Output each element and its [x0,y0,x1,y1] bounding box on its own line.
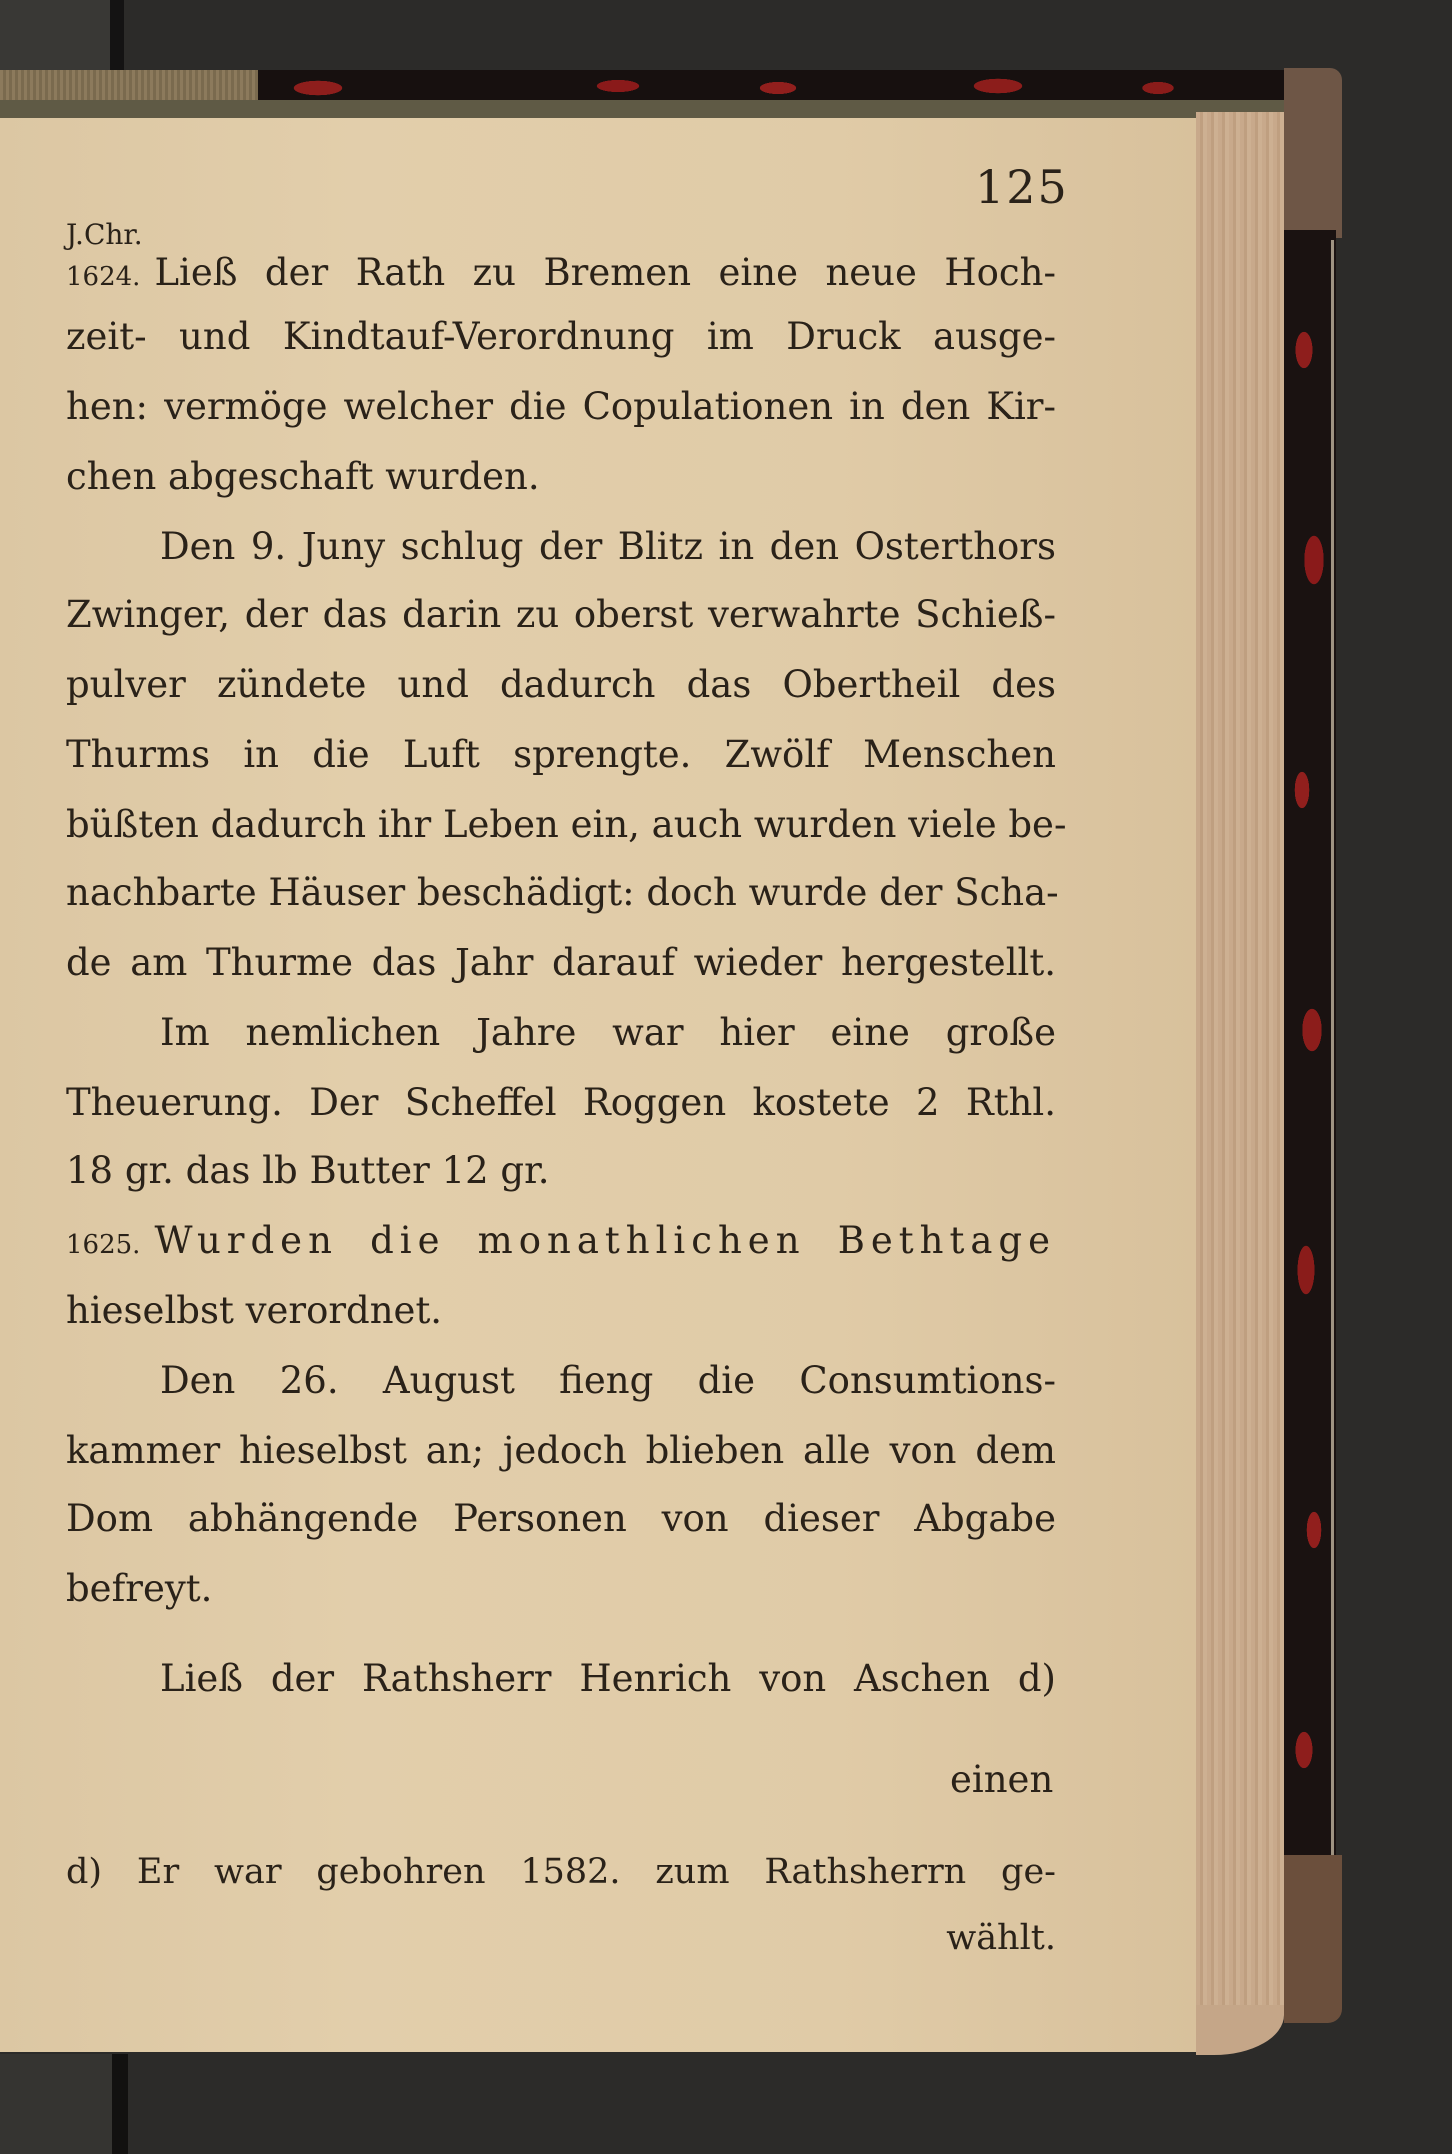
text-line: chen abgeschaft wurden. [66,455,540,498]
text-line: 1625. Wurden die monathlichen Bethtage [66,1219,1056,1262]
background-surface [0,2054,114,2154]
catchword: einen [950,1758,1054,1801]
text-line: de am Thurme das Jahr darauf wieder hergestellt. [66,941,1056,984]
text-line: Ließ der Rathsherr Henrich von Aschen d) [160,1657,1056,1700]
book-shadow [112,2054,128,2154]
cloth-corner-bottom [1284,1855,1342,2023]
text-line: Theuerung. Der Scheffel Roggen kostete 2 Rthl. [66,1081,1056,1124]
text-line: Dom abhängende Personen von dieser Abgabe [66,1497,1056,1540]
text-line: kammer hieselbst an; jedoch blieben alle von dem [66,1429,1056,1472]
text-line: Den 26. August fieng die Consumtions- [160,1359,1056,1402]
footnote-line: d) Er war gebohren 1582. zum Rathsherrn ge- [66,1852,1056,1892]
margin-year: 1625. [66,1230,141,1260]
cloth-corner-top [1284,68,1342,238]
text-line: hieselbst verordnet. [66,1289,443,1332]
text-line: Zwinger, der das darin zu oberst verwahrte Schieß- [66,593,1056,636]
text-line: 18 gr. das lb Butter 12 gr. [66,1149,550,1192]
background-surface [0,0,112,72]
text-line: zeit- und Kindtauf-Verordnung im Druck ausge- [66,315,1056,358]
text-line: befreyt. [66,1567,213,1610]
text-line: pulver zündete und dadurch das Obertheil des [66,663,1056,706]
book-shadow [110,0,124,72]
page-fore-edge-corner [1196,2005,1284,2055]
text-line: nachbarte Häuser beschädigt: doch wurde der Scha- [66,871,1059,914]
page-fore-edge [1196,112,1284,2007]
board-edge [1331,240,1334,1880]
text-line: büßten dadurch ihr Leben ein, auch wurden viele be- [66,803,1067,846]
text-line: Den 9. Juny schlug der Blitz in den Osterthors [160,525,1056,568]
text-line: Im nemlichen Jahre war hier eine große [160,1011,1056,1054]
margin-year: 1624. [66,262,141,292]
marbled-board-right [1284,230,1336,1880]
spine-cloth [0,70,258,104]
page-number: 125 [975,160,1069,214]
margin-era-label: J.Chr. [66,218,143,251]
text-line: hen: vermöge welcher die Copulationen in den Kir- [66,385,1056,428]
text-line: 1624. Ließ der Rath zu Bremen eine neue Hoch- [66,251,1056,294]
footnote-line: wählt. [946,1918,1056,1958]
page-edge-top [0,100,1300,118]
text-line: Thurms in die Luft sprengte. Zwölf Menschen [66,733,1056,776]
marbled-board-top [258,70,1298,104]
